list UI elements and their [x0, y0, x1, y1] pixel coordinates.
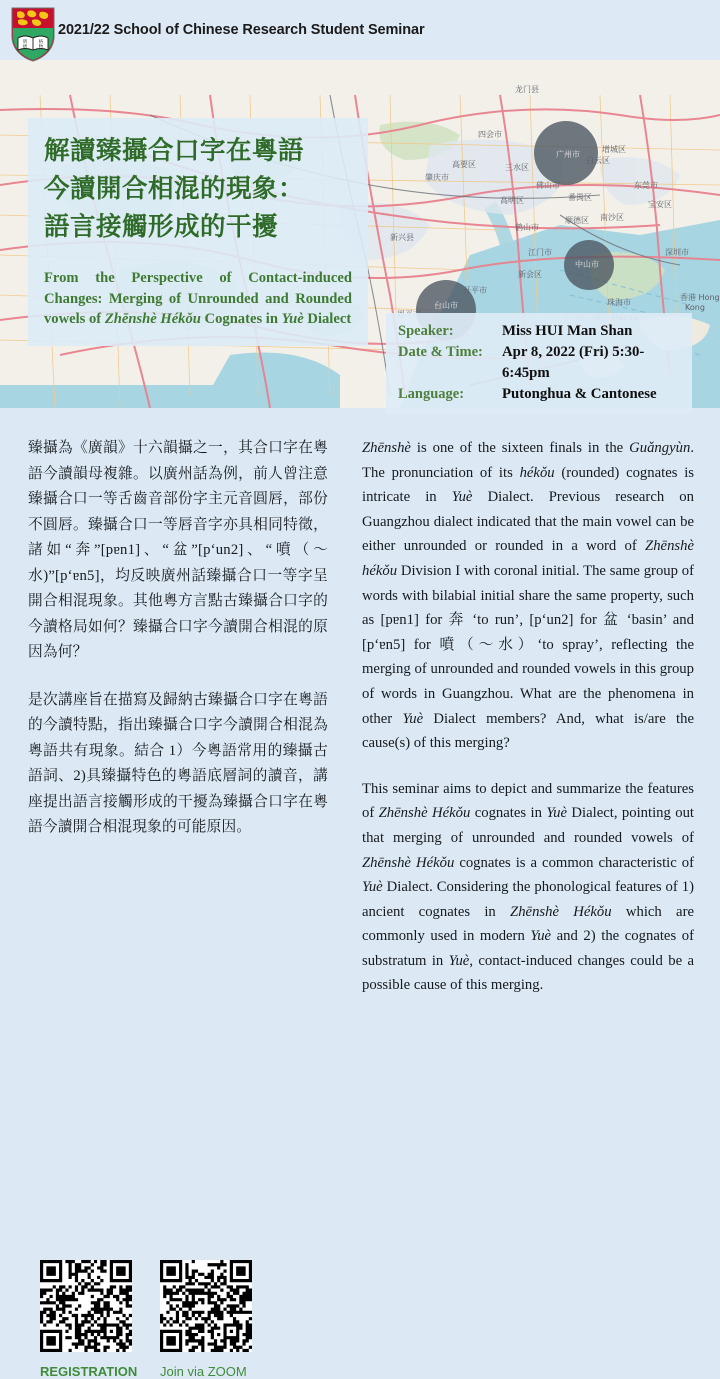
svg-text:台山市: 台山市 [434, 301, 458, 310]
title-chinese [44, 132, 352, 246]
pinyin-term: Zhēnshè Hékǒu [362, 854, 455, 871]
svg-text:南沙区: 南沙区 [600, 213, 624, 222]
qr-code-icon[interactable] [40, 1260, 132, 1352]
abstract-chinese [28, 436, 328, 841]
language-value: Putonghua & Cantonese [502, 386, 657, 402]
title-en-part-2: Zhēnshè Hékǒu [104, 311, 201, 327]
pinyin-term: Zhēnshè [362, 440, 411, 456]
speaker-label: Speaker: [398, 323, 454, 339]
detail-row-datetime [398, 342, 682, 384]
qr-label-registration: REGISTRATION [40, 1364, 138, 1379]
title-chinese-line-1: 解讀臻攝合口字在粵語 [44, 136, 305, 165]
abstract-english [362, 436, 694, 998]
svg-text:Kong: Kong [685, 303, 705, 312]
pinyin-term: Yuè [451, 489, 473, 506]
detail-row-speaker [398, 321, 682, 342]
title-en-part-1: From the Perspective of Contact-induced Changes: Merging of Unrounded and Rounded vowels of [44, 270, 352, 327]
speaker-value: Miss HUI Man Shan [502, 323, 633, 339]
qr-item-zoom[interactable] [160, 1260, 252, 1379]
pinyin-term: Zhēnshè Hékǒu [378, 805, 471, 822]
language-label: Language: [398, 386, 465, 402]
abstract-en-paragraph-1 [362, 436, 694, 756]
pinyin-term: Yuè [448, 952, 470, 969]
text-run: which are commonly used in modern [362, 903, 694, 945]
pinyin-term: Guǎngyùn [629, 440, 691, 456]
qr-label-zoom: Join via ZOOM [160, 1364, 247, 1379]
poster-body [0, 408, 720, 1379]
title-en-part-4: Yuè [281, 311, 304, 327]
text-run: is one of the sixteen finals in the [410, 440, 630, 456]
text-run: , contact-induced changes could be a possible cause of this merging. [362, 952, 694, 994]
svg-text:深圳市: 深圳市 [665, 248, 689, 257]
detail-row-language [398, 384, 682, 405]
svg-text:开平市: 开平市 [463, 286, 487, 295]
qr-code-area [40, 1260, 252, 1379]
svg-text:白云区: 白云区 [586, 156, 610, 165]
pinyin-term: Zhēnshè Hékǒu [510, 903, 612, 920]
pinyin-term: Zhēnshè hékǒu [362, 538, 694, 579]
svg-text:高明区: 高明区 [500, 196, 524, 205]
title-panel [28, 118, 368, 346]
svg-text:广州市: 广州市 [556, 150, 580, 159]
svg-text:四会市: 四会市 [478, 130, 502, 139]
qr-code-icon[interactable] [160, 1260, 252, 1352]
page-title: 2021/22 School of Chinese Research Student Seminar [58, 22, 425, 38]
title-en-part-3: Cognates in [200, 311, 282, 327]
svg-text:增城区: 增城区 [602, 145, 626, 154]
text-run: Dialect. Considering the phonological features of 1) ancient cognates in [362, 879, 694, 920]
svg-text:东莞市: 东莞市 [634, 181, 658, 190]
title-chinese-line-2: 今讀開合相混的現象： [44, 174, 305, 203]
seminar-details-box [386, 313, 692, 414]
text-run: Dialect. Previous research on Guangzhou dialect indicated that the main vowel can be either unrounded or rounded in a word of [362, 489, 694, 555]
text-run: Dialect members? And, what is/are the cause(s) of this merging? [362, 710, 694, 752]
svg-text:新兴县: 新兴县 [390, 233, 414, 242]
svg-text:宝安区: 宝安区 [648, 200, 672, 209]
datetime-value: Apr 8, 2022 (Fri) 5:30-6:45pm [502, 344, 645, 381]
pinyin-term: Yuè [362, 879, 383, 896]
svg-text:物: 物 [38, 44, 44, 49]
abstract-en-paragraph-2 [362, 777, 694, 998]
svg-text:顺德区: 顺德区 [565, 216, 589, 225]
svg-text:明: 明 [22, 39, 28, 44]
qr-item-registration[interactable] [40, 1260, 138, 1379]
text-run: cognates is a common characteristic of [454, 854, 694, 871]
pinyin-term: hékǒu [519, 464, 555, 481]
pinyin-term: Yuè [546, 805, 568, 822]
svg-text:三水区: 三水区 [505, 163, 529, 172]
text-run: and 2) the cognates of substratum in [362, 928, 694, 969]
text-run: Division I with coronal initial. The same group of words with bilabial initial share the same property, such as [pɐn1] for 奔 ‘to run’, [pʻun2] for 盆 ‘basin’ and [pʻɐn5] for 噴（～水）‘to spray’, reflecting the merging of unrounded and rounded vowels in this group of words in Guangzhou. What are the phenomena in other [362, 562, 694, 727]
svg-text:江门市: 江门市 [528, 248, 552, 257]
svg-text:中山市: 中山市 [575, 260, 599, 269]
abstract-cn-paragraph-1: 臻攝為《廣韻》十六韻攝之一，其合口字在粵語今讀韻母複雜。以廣州話為例，前人曾注意臻攝合口一等舌齒音部份字主元音圓唇，部份不圓唇。臻攝合口一等唇音字亦具相同特徵，諸如“奔”[pɐn1]、“盆”[pʻun2]、“噴（～水)”[pʻɐn5]，均反映廣州話臻攝合口一等字呈開合相混現象。其他粵方言點古臻攝合口字的今讀格局如何？臻攝合口字今讀開合相混的原因為何？ [28, 440, 328, 660]
title-english [44, 268, 352, 330]
svg-text:鹤山市: 鹤山市 [515, 223, 539, 232]
svg-text:龙门县: 龙门县 [515, 85, 539, 94]
text-run: cognates in [470, 805, 547, 822]
poster-header [0, 0, 720, 60]
svg-text:珠海市: 珠海市 [607, 298, 631, 307]
text-run: Dialect, pointing out that merging of unrounded and rounded vowels of [362, 805, 694, 846]
svg-text:德: 德 [22, 44, 28, 49]
abstract-cn-paragraph-2: 是次講座旨在描寫及歸納古臻攝合口字在粵語的今讀特點，指出臻攝合口字今讀開合相混為粵語共有現象。結合 1）今粵語常用的臻攝古語詞、2)具臻攝特色的粵語底層詞的讀音，講座提出語言接觸形成的干擾為臻攝合口字在粵語今讀開合相混現象的可能原因。 [28, 691, 328, 835]
pinyin-term: Yuè [402, 710, 424, 727]
svg-text:番禺区: 番禺区 [568, 193, 592, 202]
svg-text:香港 Hong: 香港 Hong [680, 293, 720, 302]
text-run: This seminar aims to depict and summarize the features of [362, 780, 694, 822]
text-run: . The pronunciation of its [362, 440, 694, 481]
hku-shield-logo-icon [10, 6, 56, 62]
svg-text:格: 格 [38, 39, 44, 44]
pinyin-term: Yuè [530, 928, 552, 945]
title-chinese-line-3: 語言接觸形成的干擾 [44, 212, 279, 241]
svg-text:新会区: 新会区 [518, 270, 542, 279]
datetime-label: Date & Time: [398, 344, 483, 360]
svg-text:高要区: 高要区 [452, 160, 476, 169]
title-en-part-5: Dialect [303, 311, 352, 327]
svg-text:佛山市: 佛山市 [536, 181, 560, 190]
svg-text:肇庆市: 肇庆市 [425, 173, 449, 182]
text-run: (rounded) cognates is intricate in [362, 464, 695, 506]
